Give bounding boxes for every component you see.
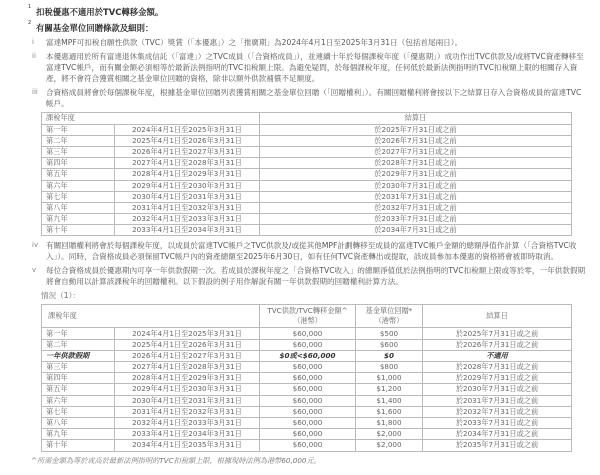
settlement-date-cell: 於2029年7月31日或之前 (423, 373, 572, 384)
fund-rebate-cell: $1,600 (356, 406, 423, 417)
tvc-amount-cell: $60,000 (260, 339, 356, 350)
period-cell: 2025年4月1日至2026年3月31日 (115, 339, 260, 350)
table-row (42, 191, 572, 202)
settlement-date-cell: 於2034年7月31日或之前 (423, 429, 572, 440)
tax-year-cell: 第三年 (42, 146, 115, 157)
settlement-date-cell: 不適用 (423, 350, 572, 361)
note-text: 扣稅優惠不適用於TVC轉移金額。 (36, 7, 164, 17)
tvc-amount-cell: $60,000 (260, 384, 356, 395)
tax-year-cell: 第十年 (42, 225, 115, 236)
settlement-date-cell: 於2025年7月31日或之前 (260, 124, 572, 135)
tvc-amount-cell: $60,000 (260, 328, 356, 339)
fund-rebate-cell: $1,400 (356, 395, 423, 406)
table-row (42, 406, 572, 417)
fund-rebate-cell: $800 (356, 362, 423, 373)
tax-year-cell: 第六年 (42, 395, 115, 406)
period-cell: 2029年4月1日至2030年3月31日 (115, 384, 260, 395)
period-cell: 2029年4月1日至2030年3月31日 (115, 180, 260, 191)
table-row (42, 124, 572, 135)
tvc-amount-cell: $60,000 (260, 362, 356, 373)
period-cell: 2032年4月1日至2033年3月31日 (115, 214, 260, 225)
period-cell: 2031年4月1日至2032年3月31日 (115, 406, 260, 417)
table-row (42, 440, 572, 451)
tvc-amount-cell: $60,000 (260, 440, 356, 451)
tax-year-cell: 第五年 (42, 169, 115, 180)
tvc-amount-cell: $0或<$60,000 (260, 350, 356, 361)
table-row (42, 417, 572, 428)
footnote: ^所需金額為等於或高於最新法例指明的TVC扣稅額上限，根據現時法例為港幣60,000元。 (31, 455, 321, 465)
settlement-date-cell: 於2029年7月31日或之前 (260, 169, 572, 180)
tvc-amount-cell: $60,000 (260, 373, 356, 384)
header-fund-rebate: 基金單位回贈*（港幣） (356, 305, 423, 328)
settlement-date-cell: 於2032年7月31日或之前 (423, 406, 572, 417)
settlement-date-cell: 於2035年7月31日或之前 (423, 440, 572, 451)
tax-year-cell: 第四年 (42, 373, 115, 384)
settlement-date-cell: 於2030年7月31日或之前 (260, 180, 572, 191)
clause-number: v (32, 266, 37, 275)
tax-year-cell: 第七年 (42, 191, 115, 202)
settlement-date-cell: 於2033年7月31日或之前 (423, 417, 572, 428)
table-row (42, 135, 572, 146)
fund-rebate-cell: $600 (356, 339, 423, 350)
tax-year-cell: 第九年 (42, 214, 115, 225)
table-row (42, 429, 572, 440)
note-marker: 1 (28, 4, 32, 10)
clause-text: 合資格成員將會於每個課稅年度，根據基金單位回贈列表獲賞相關之基金單位回贈（「回贈權利」）。有關回贈權利將會按以下之結算日存入合資格成員的富達TVC帳戶。 (46, 88, 582, 109)
tax-year-cell: 第十年 (42, 440, 115, 451)
clause-v (28, 265, 588, 287)
tax-year-cell: 第九年 (42, 429, 115, 440)
scenario-label: 情況（1）： (41, 291, 80, 301)
table-row (42, 202, 572, 213)
clause-iii (28, 87, 588, 109)
note-text: 有關基金單位回贈條款及細則： (36, 23, 154, 34)
tax-year-cell: 第四年 (42, 158, 115, 169)
tax-year-cell: 第一年 (42, 328, 115, 339)
tax-year-cell: 第三年 (42, 362, 115, 373)
clause-number: iv (32, 241, 39, 250)
tax-year-cell: 第八年 (42, 202, 115, 213)
tax-year-cell: 第五年 (42, 384, 115, 395)
contribution-holiday-row (42, 350, 572, 361)
period-cell: 2030年4月1日至2031年3月31日 (115, 191, 260, 202)
header-tvc-amount: TVC供款/TVC轉移金額^（港幣） (260, 305, 356, 328)
terms-document (28, 2, 588, 466)
tax-year-cell: 第六年 (42, 180, 115, 191)
period-cell: 2026年4月1日至2027年3月31日 (115, 350, 260, 361)
table-row (42, 158, 572, 169)
table-row (42, 362, 572, 373)
settlement-date-cell: 於2025年7月31日或之前 (423, 328, 572, 339)
clause-text: 本優惠適用於所有富達退休集成信託（「富達」）之TVC成員（「合資格成員」），並連續十年於每個課稅年度（「優惠期」）成功作出TVC供款及/或將TVC資產轉移至富達TVC帳戶，而有關金額必須相等於最新法例指明的TVC扣稅額上限。為避免疑問，於每個課稅年度，任何低於最新法例指明的TVC扣稅額上限的相關存入資產，將不會符合獲賞相關之基金單位回贈的資格，除非以額外供款補償不足額度。 (46, 52, 584, 84)
period-cell: 2028年4月1日至2029年3月31日 (115, 373, 260, 384)
table-row (42, 328, 572, 339)
note-marker: 2 (28, 20, 32, 27)
clause-iv (28, 240, 588, 262)
period-cell: 2027年4月1日至2028年3月31日 (115, 158, 260, 169)
settlement-date-cell: 於2026年7月31日或之前 (423, 339, 572, 350)
settlement-date-cell: 於2034年7月31日或之前 (260, 225, 572, 236)
fund-rebate-cell: $1,800 (356, 417, 423, 428)
tvc-amount-cell: $60,000 (260, 429, 356, 440)
settlement-date-cell: 於2031年7月31日或之前 (260, 191, 572, 202)
settlement-date-cell: 於2030年7月31日或之前 (423, 384, 572, 395)
note-2 (28, 22, 588, 34)
fund-rebate-cell: $0 (356, 350, 423, 361)
period-cell: 2025年4月1日至2026年3月31日 (115, 135, 260, 146)
period-cell: 2031年4月1日至2032年3月31日 (115, 202, 260, 213)
fund-rebate-cell: $2,000 (356, 440, 423, 451)
header-settlement-date: 結算日 (423, 305, 572, 328)
table-row (42, 395, 572, 406)
settlement-date-cell: 於2028年7月31日或之前 (423, 362, 572, 373)
period-cell: 2032年4月1日至2033年3月31日 (115, 417, 260, 428)
tax-year-cell: 第二年 (42, 339, 115, 350)
fund-rebate-cell: $2,000 (356, 429, 423, 440)
header-settlement-date: 結算日 (260, 113, 572, 124)
settlement-date-cell: 於2026年7月31日或之前 (260, 135, 572, 146)
clause-number: ii (32, 52, 36, 61)
tax-year-cell: 一年供款假期 (42, 350, 115, 361)
clause-text: 富達MPF可扣稅自願性供款（TVC）獎賞（「本優惠」）之「推廣期」為2024年4月1日至2025年3月31日（包括首尾兩日）。 (46, 38, 463, 48)
table-row (42, 214, 572, 225)
header-tax-year: 課稅年度 (42, 113, 260, 124)
period-cell: 2024年4月1日至2025年3月31日 (115, 124, 260, 135)
clause-i (28, 37, 588, 48)
period-cell: 2028年4月1日至2029年3月31日 (115, 169, 260, 180)
period-cell: 2033年4月1日至2034年3月31日 (115, 225, 260, 236)
period-cell: 2027年4月1日至2028年3月31日 (115, 362, 260, 373)
period-cell: 2026年4月1日至2027年3月31日 (115, 146, 260, 157)
clause-text: 有關回贈權利將會於每個課稅年度，以成員於富達TVC帳戶之TVC供款及/或從其他MPF計劃轉移至成員的富達TVC帳戶金額的總額淨值作計算（「合資格TVC收入」）。同時，合資格成員必須保留TVC帳戶內的資產總額至2025年6月30日，如有任何TVC資產轉出或提取，該成員參加本優惠的資格將會被即時取消。 (46, 241, 577, 262)
tax-year-cell: 第八年 (42, 417, 115, 428)
clause-ii (28, 51, 588, 84)
fund-rebate-cell: $500 (356, 328, 423, 339)
table-row (42, 339, 572, 350)
settlement-date-cell: 於2028年7月31日或之前 (260, 158, 572, 169)
period-cell: 2033年4月1日至2034年3月31日 (115, 429, 260, 440)
table-row (42, 180, 572, 191)
table-row (42, 225, 572, 236)
note-1 (28, 6, 588, 18)
fund-rebate-cell: $1,200 (356, 384, 423, 395)
table-row (42, 373, 572, 384)
period-cell: 2024年4月1日至2025年3月31日 (115, 328, 260, 339)
tax-year-cell: 第一年 (42, 124, 115, 135)
scenario-table (41, 304, 572, 451)
tax-year-cell: 第二年 (42, 135, 115, 146)
tvc-amount-cell: $60,000 (260, 417, 356, 428)
tvc-amount-cell: $60,000 (260, 395, 356, 406)
clause-text: 每位合資格成員於優惠期內可享一年供款假期一次。若成員於課稅年度之「合資格TVC收入」的總額淨值低於法例指明的TVC扣稅額上限或等於零，一年供款假期將會自動用以計算該課稅年的回贈權利。以下假設的例子用作解說有關一年供款假期的回贈權利計算方法。 (46, 266, 586, 287)
settlement-date-cell: 於2031年7月31日或之前 (423, 395, 572, 406)
clause-number: i (32, 38, 34, 47)
period-cell: 2034年4月1日至2035年3月31日 (115, 440, 260, 451)
tvc-amount-cell: $60,000 (260, 406, 356, 417)
header-tax-year: 課稅年度 (42, 305, 260, 328)
table-row (42, 146, 572, 157)
clause-number: iii (32, 88, 38, 97)
table-row (42, 384, 572, 395)
settlement-date-cell: 於2027年7月31日或之前 (260, 146, 572, 157)
settlement-date-cell: 於2033年7月31日或之前 (260, 214, 572, 225)
table-row (42, 169, 572, 180)
settlement-date-cell: 於2032年7月31日或之前 (260, 202, 572, 213)
settlement-table (41, 112, 572, 236)
tax-year-cell: 第七年 (42, 406, 115, 417)
period-cell: 2030年4月1日至2031年3月31日 (115, 395, 260, 406)
fund-rebate-cell: $1,000 (356, 373, 423, 384)
